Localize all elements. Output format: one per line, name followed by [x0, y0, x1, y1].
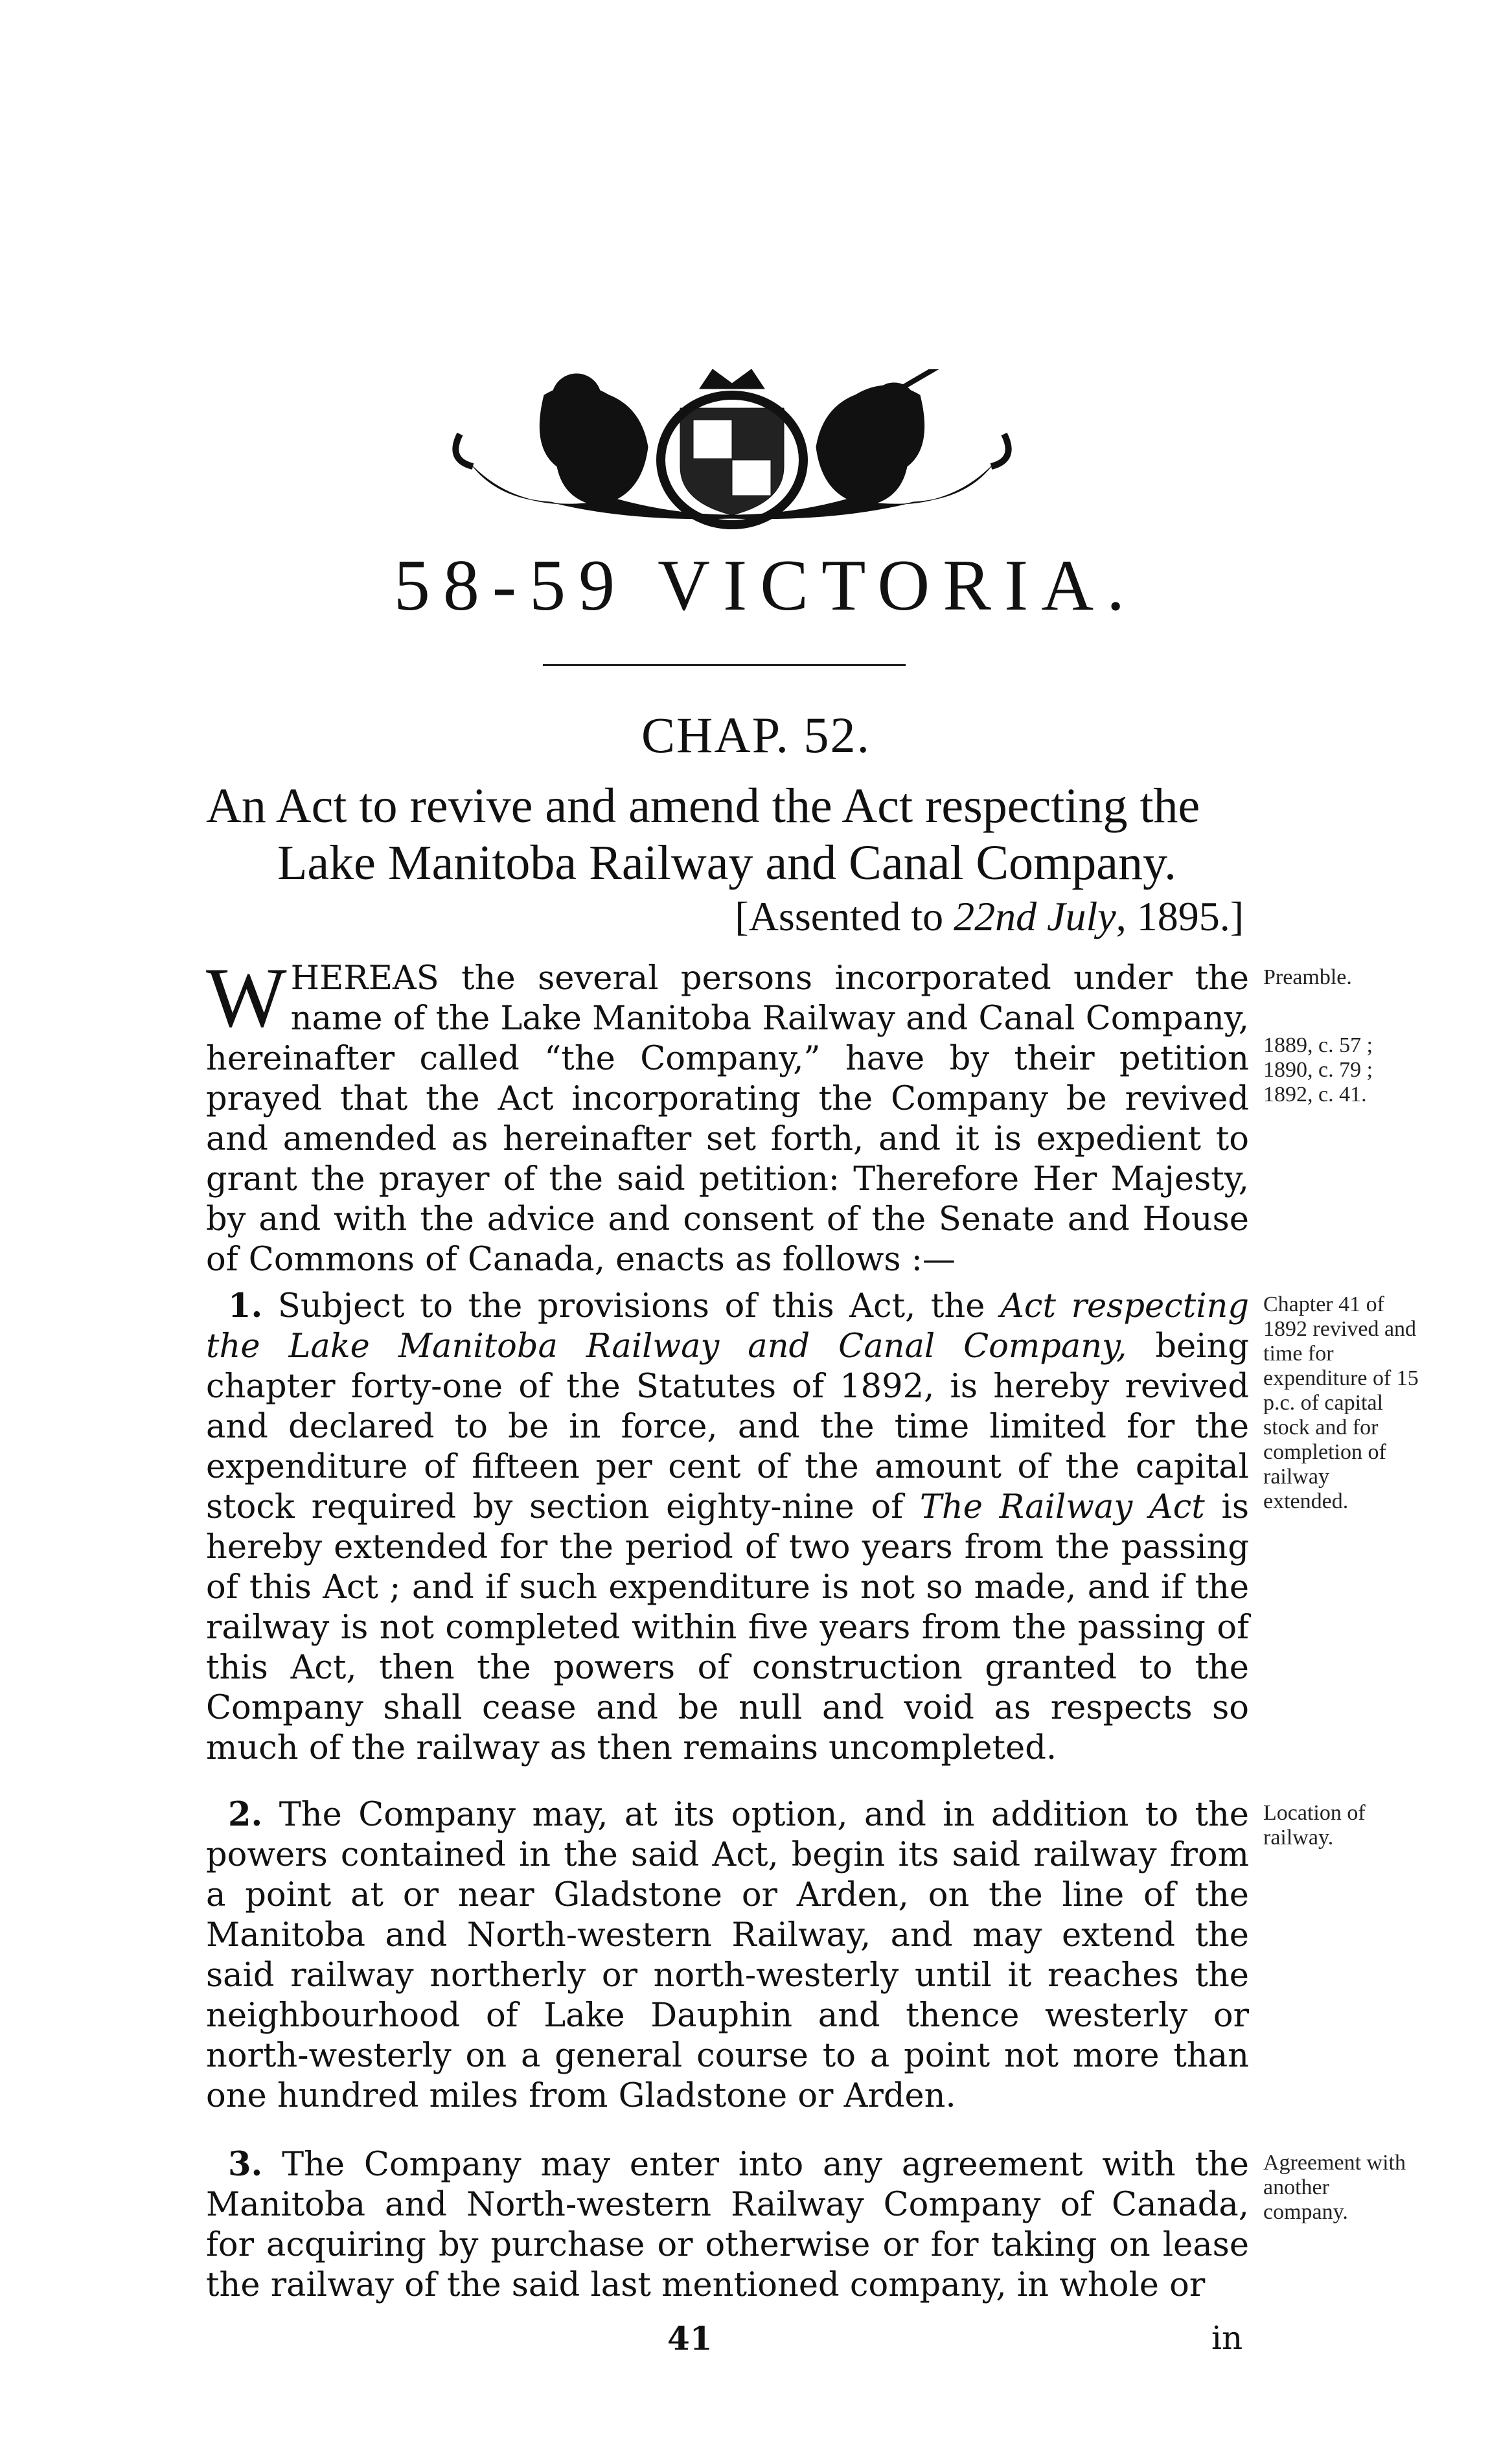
margin-note-citations: [1263, 1033, 1419, 1107]
divider-rule: [543, 664, 906, 666]
section-1: [206, 1286, 1249, 1769]
margin-note-preamble: Preamble.: [1263, 965, 1352, 989]
chapter-heading: CHAP. 52.: [641, 707, 871, 763]
section-text: The Company may enter into any agreement with the Manitoba and North-western Railway Company of Canada, for acquiring by purchase or otherwise or for taking on lease the railway of the said last mentioned company, in whole or: [206, 2146, 1249, 2304]
act-title-line-2: Lake Manitoba Railway and Canal Company.: [277, 836, 1177, 890]
assent-date: 22nd July: [954, 893, 1116, 939]
act-title: [206, 777, 1255, 891]
section-text: Subject to the provisions of this Act, the: [277, 1287, 1001, 1325]
margin-note-section-2: Location of railway.: [1263, 1801, 1366, 1850]
preamble-paragraph: [206, 950, 1249, 1280]
section-text: is hereby extended for the period of two years from the passing of this Act ; and if such expenditure is not so made, and if the railway is not completed within five years from the passing of this Act, then the powers of construction granted to the Company shall cease and be null and void as respects so much of the railway as then remains uncompleted.: [206, 1488, 1250, 1767]
assent-line: [674, 893, 1244, 941]
citation: 1890, c. 79 ;: [1263, 1058, 1373, 1082]
section-number: 2.: [228, 1795, 263, 1834]
section-number: 1.: [228, 1287, 263, 1325]
regnal-year-heading: 58-59 VICTORIA.: [393, 545, 1138, 626]
margin-note-section-1: Chapter 41 of 1892 revived and time for expenditure of 15 p.c. of capital stock and for completion of railway extended.: [1263, 1292, 1419, 1513]
page-number: 41: [667, 2319, 713, 2357]
act-title-line-1: An Act to revive and amend the Act respecting the: [206, 779, 1200, 833]
section-italic-title: The Railway Act: [919, 1488, 1205, 1526]
dropcap-letter: W: [206, 950, 287, 1045]
preamble-text: HEREAS the several persons incorporated under the name of the Lake Manitoba Railway and Canal Company, hereinafter called “the Company,” have by their petition prayed that the Act incorporating the Company be revived and amended as hereinafter set forth, and it is expedient to grant the prayer of the said petition: Therefore Her Majesty, by and with the advice and consent of the Senate and House of Commons of Canada, enacts as follows :—: [206, 959, 1249, 1279]
section-number: 3.: [228, 2145, 263, 2184]
section-3: [206, 2144, 1249, 2306]
citation: 1892, c. 41.: [1263, 1083, 1367, 1106]
margin-note-section-3: Agreement with another company.: [1263, 2151, 1406, 2224]
assent-prefix: [Assented to: [735, 893, 954, 939]
assent-suffix: , 1895.]: [1116, 893, 1244, 939]
section-2: [206, 1794, 1249, 2116]
section-text: being chapter forty-one of the Statutes of 1892, is hereby revived and declared to be in force, and the time limited for the expenditure of fifteen per cent of the amount of the capital stock required by section eighty-nine of: [206, 1327, 1249, 1526]
citation: 1889, c. 57 ;: [1263, 1033, 1373, 1057]
section-italic-title: Act respecting the Lake Manitoba Railway and Canal Company,: [206, 1287, 1250, 1366]
royal-coat-of-arms-icon: [447, 369, 1017, 538]
catchword: in: [1211, 2319, 1243, 2357]
section-text: The Company may, at its option, and in addition to the powers contained in the said Act, begin its said railway from a point at or near Gladstone or Arden, on the line of the Manitoba and North-western Railway, and may extend the said railway northerly or north-westerly until it reaches the neighbourhood of Lake Dauphin and thence westerly or north-westerly on a general course to a point not more than one hundred miles from Gladstone or Arden.: [206, 1796, 1249, 2115]
